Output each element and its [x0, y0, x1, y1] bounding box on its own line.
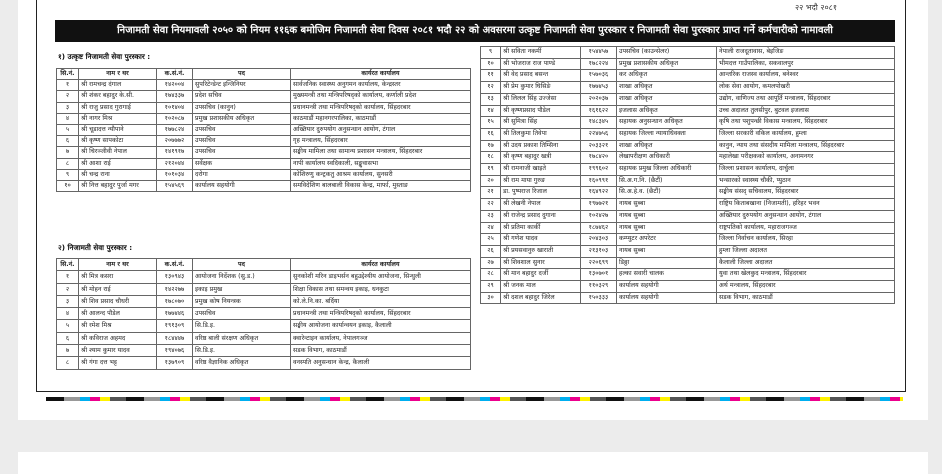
- office-cell: महालेखा परीक्षकको कार्यालय, अनामनगर: [717, 152, 895, 164]
- serial-cell: १३: [481, 93, 501, 105]
- staff-no-cell: १९७७२१: [581, 199, 617, 211]
- header-staff-no: क.सं.नं.: [157, 259, 193, 271]
- name-cell: डा. पुष्पराज रिजाल: [501, 187, 581, 199]
- name-cell: श्री चन्द्र राना: [79, 169, 157, 180]
- post-cell: शाखा अधिकृत: [617, 82, 717, 94]
- post-cell: कर अधिकृत: [617, 70, 717, 82]
- name-cell: श्री वेद प्रसाद बसन्त: [501, 70, 581, 82]
- table-row: [57, 147, 471, 158]
- name-cell: श्री प्रतिमा कार्की: [501, 222, 581, 234]
- table-row: [57, 113, 471, 124]
- staff-no-cell: १०१४०४: [157, 102, 193, 113]
- header-serial: सि.नं.: [57, 69, 79, 80]
- name-cell: श्री गंगा दत्त भट्ट: [79, 357, 157, 369]
- staff-no-cell: १४१९१७: [157, 147, 193, 158]
- staff-no-cell: १७७४५३: [581, 82, 617, 94]
- office-cell: जिल्ला प्रशासन कार्यालय, दार्चुला: [717, 164, 895, 176]
- name-cell: श्री कृष्णप्रसाद पौडेल: [501, 105, 581, 117]
- post-cell: प्रमुख प्रशासकीय अधिकृत: [617, 58, 717, 70]
- name-cell: श्री कृष्ण सापकोटा: [79, 136, 157, 147]
- staff-no-cell: १९९६०२: [581, 164, 617, 176]
- serial-cell: २६: [481, 245, 501, 257]
- name-cell: श्री गणेश यादव: [501, 234, 581, 246]
- staff-no-cell: २२४७५६: [581, 128, 617, 140]
- office-cell: कैलाली जिल्ला अदालत: [717, 257, 895, 269]
- office-cell: कानुन, न्याय तथा संसदीय मामिला मन्त्रालय, सिंहदरबार: [717, 140, 895, 152]
- office-cell: नेपाली राजदूतावास, बेइजिङ: [717, 47, 895, 59]
- table-row: [57, 345, 471, 357]
- post-cell: सुपरिटेन्डेन्ट इन्जिनियर: [193, 80, 291, 91]
- serial-cell: ५: [57, 125, 79, 136]
- office-cell: भीमदत्त गाउँपालिका, सकवालपुर: [717, 58, 895, 70]
- table-row: [481, 93, 895, 105]
- name-cell: श्री मित्र कसरा: [79, 271, 157, 283]
- office-cell: वनस्पति अनुसन्धान केन्द्र, कैलाली: [291, 357, 471, 369]
- serial-cell: ३: [57, 295, 79, 307]
- staff-no-cell: २२०६९९: [581, 257, 617, 269]
- header-office: कार्यरत कार्यालय: [291, 259, 471, 271]
- table-row: [57, 102, 471, 113]
- outstanding-award-table: [56, 68, 471, 192]
- staff-no-cell: १५०३३३: [581, 292, 617, 304]
- serial-cell: ५: [57, 320, 79, 332]
- post-cell: वरिष्ठ वैज्ञानिक अधिकृत: [193, 357, 291, 369]
- name-cell: श्री लिलल सिंह उज्जेसा: [501, 93, 581, 105]
- serial-cell: ९: [57, 169, 79, 180]
- table-row: [57, 332, 471, 344]
- office-cell: राष्ट्रपतिको कार्यालय, महाराजगञ्ज: [717, 222, 895, 234]
- name-cell: श्री प्रयसवानुरु खाराती: [501, 245, 581, 257]
- serial-cell: ४: [57, 308, 79, 320]
- staff-no-cell: १५७०३६: [581, 70, 617, 82]
- serial-cell: २२: [481, 199, 501, 211]
- table-row: [57, 169, 471, 180]
- name-cell: श्री लेखनी नेपाल: [501, 199, 581, 211]
- office-cell: कोशिरुणु कन्ट्रकतु आश्रम कार्यालय, सुनसरी: [291, 169, 471, 180]
- staff-no-cell: १३०७०१: [581, 269, 617, 281]
- serial-cell: १: [57, 271, 79, 283]
- name-cell: श्री सुमित्रा सिंह: [501, 117, 581, 129]
- name-cell: श्री मान बहादुर दर्जी: [501, 269, 581, 281]
- post-cell: आयोजना निर्देशक (सु.ड.): [193, 271, 291, 283]
- post-cell: सहायक जिल्ला न्यायाधिवक्ता: [617, 128, 717, 140]
- serial-cell: २१: [481, 187, 501, 199]
- office-cell: आन्तरिक राजस्व कार्यालय, बनेश्वर: [717, 70, 895, 82]
- office-cell: शिक्षा विकास तथा समन्वय इकाइ, धनकुटा: [291, 283, 471, 295]
- office-cell: सडक विभाग, काठमाडौं: [291, 345, 471, 357]
- name-cell: श्री राजु प्रसाद गुरागाई: [79, 102, 157, 113]
- table-row: [57, 295, 471, 307]
- office-cell: युवा तथा खेलकुद मन्त्रालय, सिंहदरबार: [717, 269, 895, 281]
- post-cell: सर्वेक्षक: [193, 158, 291, 169]
- serial-cell: २४: [481, 222, 501, 234]
- serial-cell: २९: [481, 281, 501, 293]
- staff-no-cell: १४२००४: [157, 80, 193, 91]
- name-cell: श्री रमेश मिश्र: [79, 320, 157, 332]
- serial-cell: ४: [57, 113, 79, 124]
- post-cell: सहायक अनुसन्धान अधिकृत: [617, 117, 717, 129]
- post-cell: कार्यालय सहयोगी: [617, 281, 717, 293]
- serial-cell: ८: [57, 158, 79, 169]
- post-cell: दरोगा: [193, 169, 291, 180]
- office-cell: सङ्घीय मामिला तथा सामान्य प्रशासन मन्त्रालय, सिंहदरबार: [291, 147, 471, 158]
- post-cell: डिठ्ठा: [617, 257, 717, 269]
- post-cell: प्रमुख प्रशासकीय अधिकृत: [193, 113, 291, 124]
- table-row: [57, 125, 471, 136]
- serial-cell: ९: [481, 47, 501, 59]
- post-cell: सि.अ.हे.व. (छैटौं): [617, 187, 717, 199]
- staff-no-cell: १७७४४६: [157, 308, 193, 320]
- table-row: [481, 210, 895, 222]
- table-row: [57, 357, 471, 369]
- table-row: [481, 257, 895, 269]
- name-cell: श्री चिरञ्जीवी नेपाल: [79, 147, 157, 158]
- header-office: कार्यरत कार्यालय: [291, 69, 471, 80]
- name-cell: श्री चूडादत्त न्यौपाने: [79, 125, 157, 136]
- office-cell: जिल्ला निर्वाचन कार्यालय, सिरहा: [717, 234, 895, 246]
- post-cell: वरिष्ठ बाली संरक्षण अधिकृत: [193, 332, 291, 344]
- serial-cell: २: [57, 283, 79, 295]
- next-page: [18, 452, 928, 474]
- serial-cell: १०: [57, 181, 79, 192]
- post-cell: प्रमुख कोष नियन्त्रक: [193, 295, 291, 307]
- name-cell: श्री दशल बहादुर जिरेल: [501, 292, 581, 304]
- table-row: [481, 164, 895, 176]
- staff-no-cell: १४८३४५: [581, 117, 617, 129]
- table-row: [481, 82, 895, 94]
- print-color-bar: [46, 397, 903, 401]
- office-cell: प्रधानमन्त्री तथा मन्त्रिपरिषद्को कार्यालय, सिंहदरबार: [291, 102, 471, 113]
- office-cell: क्वारेन्टाइन कार्यालय, नेपालगञ्ज: [291, 332, 471, 344]
- notice-banner: निजामती सेवा नियमावली २०५० को नियम ११६क बमोजिम निजामती सेवा दिवस २०८१ भदौ २२ को अवसरमा उत्कृष्ट निजामती सेवा पुरस्कार र निजामती सेवा पुरस्कार प्राप्त गर्ने कर्मचारीको नामावली: [55, 20, 895, 42]
- table-row: [481, 140, 895, 152]
- serial-cell: २: [57, 91, 79, 102]
- name-cell: श्री शिवशाल सुनार: [501, 257, 581, 269]
- staff-no-cell: १६०९९१: [581, 175, 617, 187]
- office-cell: समविदेशिण बालबाली विकास केन्द्र, मार्फा, मुस्ताङ: [291, 181, 471, 192]
- serial-cell: ७: [57, 345, 79, 357]
- post-cell: नायब सुब्बा: [617, 210, 717, 222]
- post-cell: हल्का सवारी चालक: [617, 269, 717, 281]
- serial-cell: २५: [481, 234, 501, 246]
- staff-no-cell: १८४४४७: [157, 332, 193, 344]
- table-row: [57, 283, 471, 295]
- table-row: [481, 70, 895, 82]
- table-row: [481, 47, 895, 59]
- office-cell: प्रधानमन्त्री तथा मन्त्रिपरिषद्को कार्यालय, सिंहदरबार: [291, 308, 471, 320]
- name-cell: श्री नागर मिश्र: [79, 113, 157, 124]
- table-row: [57, 136, 471, 147]
- serial-cell: ८: [57, 357, 79, 369]
- staff-no-cell: २०३३२१: [581, 140, 617, 152]
- service-award-table-continued: [480, 46, 895, 304]
- table-row: [481, 199, 895, 211]
- name-cell: श्री भोजराज राज पाण्डे: [501, 58, 581, 70]
- name-cell: श्री शिव प्रसाद चौधरी: [79, 295, 157, 307]
- table-row: [481, 222, 895, 234]
- serial-cell: २८: [481, 269, 501, 281]
- header-post: पद: [193, 259, 291, 271]
- post-cell: उपसचिव (कानुन): [193, 102, 291, 113]
- name-cell: श्री रामनाजी खाइते: [501, 164, 581, 176]
- table-row: [481, 58, 895, 70]
- table-row: [481, 281, 895, 293]
- staff-no-cell: १७८०७०: [157, 295, 193, 307]
- table-row: [481, 234, 895, 246]
- staff-no-cell: १७४३३७: [157, 91, 193, 102]
- name-cell: श्री सविता नकर्मी: [501, 47, 581, 59]
- office-cell: सङ्घीय संसद् सचिवालय, सिंहदरबार: [717, 187, 895, 199]
- name-cell: श्री उदय प्रकाश तिम्सिना: [501, 140, 581, 152]
- name-cell: श्री शंकर बहादुर के.सी.: [79, 91, 157, 102]
- serial-cell: ६: [57, 136, 79, 147]
- office-cell: मुख्यमन्त्री तथा मन्त्रिपरिषद्को कार्यालय, कर्णाली प्रदेश: [291, 91, 471, 102]
- post-cell: सहायक प्रमुख जिल्ला अधिकारी: [617, 164, 717, 176]
- serial-cell: १४: [481, 105, 501, 117]
- office-cell: सङ्घीय आयोजना कार्यान्वयन इकाइ, कैलाली: [291, 320, 471, 332]
- table-row: [481, 117, 895, 129]
- staff-no-cell: २१३१०३: [581, 245, 617, 257]
- post-cell: लेखापरीक्षण अधिकारी: [617, 152, 717, 164]
- serial-cell: ३०: [481, 292, 501, 304]
- serial-cell: १५: [481, 117, 501, 129]
- staff-no-cell: २०४३०३: [581, 234, 617, 246]
- post-cell: नायब सुब्बा: [617, 222, 717, 234]
- serial-cell: ७: [57, 147, 79, 158]
- staff-no-cell: १४२२७७: [157, 283, 193, 295]
- serial-cell: ३: [57, 102, 79, 113]
- staff-no-cell: १०२०८७: [157, 113, 193, 124]
- post-cell: उपसचिव (काउन्सेलर): [617, 47, 717, 59]
- office-cell: राष्ट्रिय किताबखाना (निजामती), हरिहर भवन: [717, 199, 895, 211]
- staff-no-cell: २०२०३७: [581, 93, 617, 105]
- office-cell: लोक सेवा आयोग, कमलपोखरी: [717, 82, 895, 94]
- header-staff-no: क.सं.नं.: [157, 69, 193, 80]
- service-award-table: [56, 258, 471, 370]
- table-row: [481, 292, 895, 304]
- office-cell: भन्सारको स्वास्थ्य चौकी, प्युठान: [717, 175, 895, 187]
- name-cell: श्री कविराज अहमद: [79, 332, 157, 344]
- table-row: [57, 91, 471, 102]
- serial-cell: ६: [57, 332, 79, 344]
- serial-cell: २०: [481, 175, 501, 187]
- post-cell: शाखा अधिकृत: [617, 140, 717, 152]
- table-row: [57, 271, 471, 283]
- post-cell: कम्प्युटर अपरेटर: [617, 234, 717, 246]
- name-cell: श्री तिलकुमा तिवेपा: [501, 128, 581, 140]
- staff-no-cell: १५४५६९: [157, 181, 193, 192]
- name-cell: श्री आशा राई: [79, 158, 157, 169]
- name-cell: श्री राजेन्द्र प्रसाद दुगाना: [501, 210, 581, 222]
- staff-no-cell: १७८४२०: [581, 152, 617, 164]
- office-cell: अख्तियार दुरुपयोग अनुसन्धान आयोग, टंगाल: [291, 125, 471, 136]
- table-row: [481, 187, 895, 199]
- post-cell: सि.डि.इ.: [193, 320, 291, 332]
- table-row: [481, 175, 895, 187]
- serial-cell: १९: [481, 164, 501, 176]
- name-cell: श्री कृष्ण बहादुर खत्री: [501, 152, 581, 164]
- post-cell: कार्यालय सहयोगी: [193, 181, 291, 192]
- staff-no-cell: १३०९४३: [157, 271, 193, 283]
- office-cell: सार्वजनिक स्वास्थ्य अनुगमन कार्यालय, केन्द्रस्तर: [291, 80, 471, 91]
- office-cell: को.ले.नि.का. बर्दिया: [291, 295, 471, 307]
- serial-cell: २३: [481, 210, 501, 222]
- office-cell: सुनकोशी मरिन डाइभर्सन बहुउद्देश्यीय आयोजना, सिन्धुली: [291, 271, 471, 283]
- table-row: [481, 269, 895, 281]
- post-cell: उपसचिव: [193, 125, 291, 136]
- staff-no-cell: १०२४२७: [581, 210, 617, 222]
- serial-cell: २७: [481, 257, 501, 269]
- serial-cell: १८: [481, 152, 501, 164]
- serial-cell: १०: [481, 58, 501, 70]
- post-cell: इजलास अधिकृत: [617, 105, 717, 117]
- date-line: २२ भदौ २०८१: [795, 3, 837, 12]
- office-cell: काठमाडौं महानगरपालिका, काठमाडौं: [291, 113, 471, 124]
- post-cell: उपसचिव: [193, 147, 291, 158]
- staff-no-cell: ११०३२९: [581, 281, 617, 293]
- staff-no-cell: १७८२२४: [581, 58, 617, 70]
- table-row: [481, 245, 895, 257]
- post-cell: उपसचिव: [193, 136, 291, 147]
- name-cell: श्री प्रेम कुमार घिसिङे: [501, 82, 581, 94]
- table-row: [57, 320, 471, 332]
- post-cell: सि.डि.इ.: [193, 345, 291, 357]
- table-row: [57, 308, 471, 320]
- section2-title: २) निजामती सेवा पुरस्कार :: [58, 243, 133, 252]
- office-cell: अख्तियार दुरुपयोग अनुसन्धान आयोग, टंगाल: [717, 210, 895, 222]
- staff-no-cell: १९४०७६: [157, 345, 193, 357]
- name-cell: श्री आलन्द पौडेल: [79, 308, 157, 320]
- table-row: [481, 128, 895, 140]
- section1-title: १) उत्कृष्ट निजामती सेवा पुरस्कार :: [58, 52, 151, 61]
- name-cell: श्री जनक माल: [501, 281, 581, 293]
- post-cell: सि.अ.ग.नि. (छैटौं): [617, 175, 717, 187]
- office-cell: जिल्ला सरकारी वकिल कार्यालय, हुम्ला: [717, 128, 895, 140]
- table-row: [57, 181, 471, 192]
- staff-no-cell: १६१६२२: [581, 105, 617, 117]
- post-cell: नायब सुब्बा: [617, 245, 717, 257]
- serial-cell: १६: [481, 128, 501, 140]
- header-post: पद: [193, 69, 291, 80]
- serial-cell: १७: [481, 140, 501, 152]
- name-cell: श्री श्याम कुमार यादव: [79, 345, 157, 357]
- staff-no-cell: १८७४६२: [581, 222, 617, 234]
- header-name: नाम र थर: [79, 69, 157, 80]
- staff-no-cell: १३७९०९: [157, 357, 193, 369]
- name-cell: श्री नित्त बहादुर पुर्जा मगर: [79, 181, 157, 192]
- staff-no-cell: १६४९२२: [581, 187, 617, 199]
- table-row: [481, 152, 895, 164]
- post-cell: नायब सुब्बा: [617, 199, 717, 211]
- staff-no-cell: १९१३०९: [157, 320, 193, 332]
- post-cell: उपसचिव: [193, 308, 291, 320]
- serial-cell: १: [57, 80, 79, 91]
- office-cell: कृषि तथा पशुपन्छी विकास मन्त्रालय, सिंहदरबार: [717, 117, 895, 129]
- office-cell: गृह मन्त्रालय, सिंहदरबार: [291, 136, 471, 147]
- staff-no-cell: २१२०४४: [157, 158, 193, 169]
- post-cell: कार्यालय सहयोगी: [617, 292, 717, 304]
- staff-no-cell: १५४४५७: [581, 47, 617, 59]
- office-cell: हुम्ला जिल्ला अदालत: [717, 245, 895, 257]
- table-row: [57, 158, 471, 169]
- staff-no-cell: १७७८२४: [157, 125, 193, 136]
- office-cell: उद्योग, वाणिज्य तथा आपूर्ति मन्त्रालय, सिंहदरबार: [717, 93, 895, 105]
- serial-cell: १२: [481, 82, 501, 94]
- post-cell: प्रदेश सचिव: [193, 91, 291, 102]
- post-cell: इकाइ प्रमुख: [193, 283, 291, 295]
- staff-no-cell: १०१०३४: [157, 169, 193, 180]
- staff-no-cell: २०७७७२: [157, 136, 193, 147]
- header-serial: सि.नं.: [57, 259, 79, 271]
- office-cell: सडक विभाग, काठमाडौं: [717, 292, 895, 304]
- serial-cell: ११: [481, 70, 501, 82]
- post-cell: शाखा अधिकृत: [617, 93, 717, 105]
- table-row: [57, 80, 471, 91]
- name-cell: श्री मोहन राई: [79, 283, 157, 295]
- table-row: [481, 105, 895, 117]
- office-cell: नापी कार्यालय स्वदिकाली, सङ्खुवासभा: [291, 158, 471, 169]
- name-cell: श्री रामचन्द्र दंगाल: [79, 80, 157, 91]
- office-cell: अर्थ मन्त्रालय, सिंहदरबार: [717, 281, 895, 293]
- office-cell: उच्च अदालत तुलसीपुर, बुटवल इजलास: [717, 105, 895, 117]
- name-cell: श्री राम माया गुरुङ: [501, 175, 581, 187]
- header-name: नाम र थर: [79, 259, 157, 271]
